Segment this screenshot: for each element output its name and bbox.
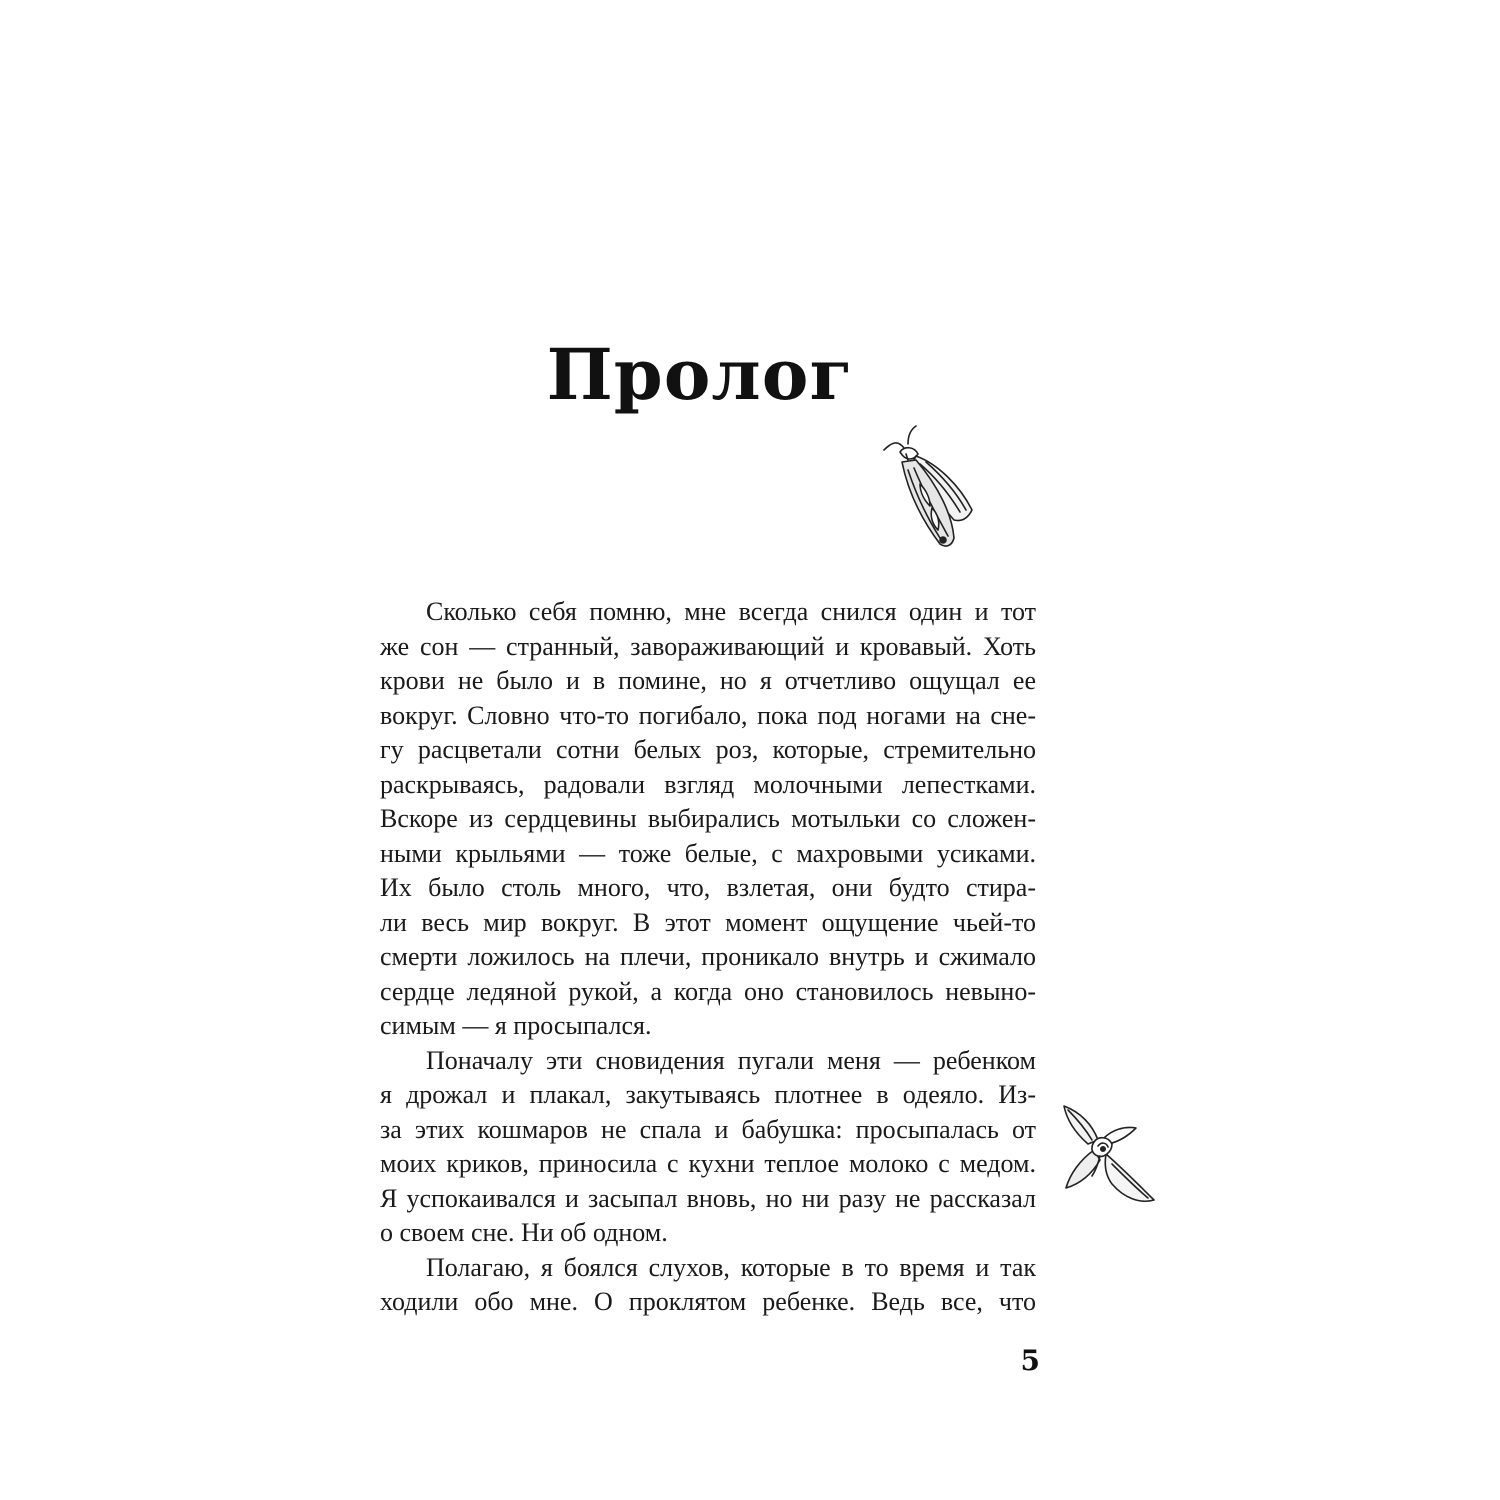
text-line: о своем сне. Ни об одном. [380,1218,668,1247]
text-line: гу расцветали сотни белых роз, которые, стремительно [380,735,1036,764]
paragraph-1 [380,595,1036,1044]
text-line: сердце ледяной рукой, а когда оно становилось невыно- [380,976,1036,1006]
text-line: ходили обо мне. О проклятом ребенке. Ведь все, что [380,1287,1036,1316]
text-line: Сколько себя помню, мне всегда снился один и тот [426,597,1036,626]
text-line: ли весь мир вокруг. В этот момент ощущение чьей-то [380,907,1036,937]
text-line: за этих кошмаров не спала и бабушка: просыпалась от [380,1114,1036,1144]
text-line: вокруг. Словно что-то погибало, пока под ногами на сне- [380,700,1036,730]
text-line: я дрожал и плакал, закутываясь плотнее в одеяло. Из- [380,1080,1036,1109]
text-line: Поначалу эти сновидения пугали меня — ребенком [426,1045,1036,1075]
text-line: же сон — странный, завораживающий и кровавый. Хоть [380,631,1036,661]
text-line: смерти ложилось на плечи, проникало внутрь и сжимало [380,942,1036,971]
text-line: моих криков, приносила с кухни теплое молоко с медом. [380,1149,1036,1178]
text-line: Я успокаивался и засыпал вновь, но ни разу не рассказал [380,1183,1036,1213]
prologue-text [380,595,1036,1320]
text-line: Полагаю, я боялся слухов, которые в то время и так [426,1252,1036,1282]
text-line: Вскоре из сердцевины выбирались мотыльки со сложен- [380,804,1036,833]
paragraph-2 [380,1044,1036,1251]
text-line: ными крыльями — тоже белые, с махровыми усиками. [380,838,1036,868]
flower-icon [1058,1100,1158,1210]
paragraph-3 [380,1251,1036,1320]
text-line: раскрываясь, радовали взгляд молочными лепестками. [380,769,1036,799]
moth-icon [868,420,988,560]
text-line: симым — я просыпался. [380,1011,652,1040]
text-line: Их было столь много, что, взлетая, они будто стира- [380,873,1036,902]
chapter-title: Пролог [546,333,854,416]
page-number: 5 [1020,1344,1040,1377]
text-line: крови не было и в помине, но я отчетливо ощущал ее [380,666,1036,695]
